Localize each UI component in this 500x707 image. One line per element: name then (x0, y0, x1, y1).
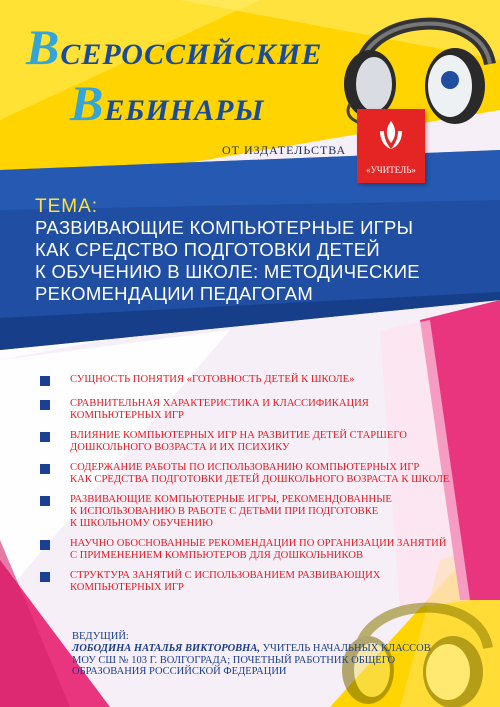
list-item (40, 430, 480, 454)
list-item (40, 398, 480, 422)
list-item-line: С ПРИМЕНЕНИЕМ КОМПЬЮТЕРОВ ДЛЯ ДОШКОЛЬНИКОВ (70, 550, 364, 561)
bullet-square-icon (40, 464, 50, 474)
list-item (40, 538, 480, 562)
brand-title-line1 (26, 18, 322, 76)
list-item-line: СТРУКТУРА ЗАНЯТИЙ С ИСПОЛЬЗОВАНИЕМ РАЗВИВАЮЩИХ (70, 570, 381, 581)
bullet-square-icon (40, 572, 50, 582)
host-label: ВЕДУЩИЙ: (72, 631, 129, 642)
brand-initial-1: В (26, 19, 61, 75)
topic-line: К ОБУЧЕНИЮ В ШКОЛЕ: МЕТОДИЧЕСКИЕ (35, 261, 420, 282)
brand-title-line2 (70, 74, 265, 132)
list-item-line: К ШКОЛЬНОМУ ОБУЧЕНИЮ (70, 518, 213, 529)
agenda-list (40, 374, 480, 594)
host-line: МОУ СШ № 103 Г. ВОЛГОГРАДА; ПОЧЕТНЫЙ РАБОТНИК ОБЩЕГО (72, 654, 396, 666)
topic-line: КАК СРЕДСТВО ПОДГОТОВКИ ДЕТЕЙ (35, 239, 380, 260)
topic-label: ТЕМА: (35, 196, 99, 217)
list-item-line: РАЗВИВАЮЩИЕ КОМПЬЮТЕРНЫЕ ИГРЫ, РЕКОМЕНДОВАННЫЕ (70, 494, 392, 505)
list-item-line: КОМПЬЮТЕРНЫХ ИГР (70, 410, 184, 421)
topic-line: РАЗВИВАЮЩИЕ КОМПЬЮТЕРНЫЕ ИГРЫ (35, 217, 414, 238)
list-item-line: НАУЧНО ОБОСНОВАННЫЕ РЕКОМЕНДАЦИИ ПО ОРГАНИЗАЦИИ ЗАНЯТИЙ (70, 538, 447, 549)
host-line (72, 643, 472, 655)
list-item (40, 374, 480, 386)
list-item-line: СРАВНИТЕЛЬНАЯ ХАРАКТЕРИСТИКА И КЛАССИФИКАЦИЯ (70, 398, 369, 409)
list-item-line: ВЛИЯНИЕ КОМПЬЮТЕРНЫХ ИГР НА РАЗВИТИЕ ДЕТЕЙ СТАРШЕГО (70, 430, 407, 441)
book-flame-icon (376, 119, 406, 151)
topic-title (35, 217, 475, 305)
bullet-square-icon (40, 400, 50, 410)
bullet-square-icon (40, 432, 50, 442)
bullet-square-icon (40, 376, 50, 386)
list-item-line: КАК СРЕДСТВА ПОДГОТОВКИ ДЕТЕЙ ДОШКОЛЬНОГО ВОЗРАСТА К ШКОЛЕ (70, 474, 450, 485)
publisher-logo (357, 109, 425, 183)
host-line: ОБРАЗОВАНИЯ РОССИЙСКОЙ ФЕДЕРАЦИИ (72, 666, 287, 677)
host-name: ЛОБОДИНА НАТАЛЬЯ ВИКТОРОВНА, (72, 643, 260, 654)
list-item (40, 494, 480, 530)
list-item (40, 570, 480, 594)
list-item-line: СОДЕРЖАНИЕ РАБОТЫ ПО ИСПОЛЬЗОВАНИЮ КОМПЬЮТЕРНЫХ ИГР (70, 462, 420, 473)
list-item-line: КОМПЬЮТЕРНЫХ ИГР (70, 582, 184, 593)
list-item-line: ДОШКОЛЬНОГО ВОЗРАСТА И ИХ ПСИХИКУ (70, 442, 290, 453)
topic-line: РЕКОМЕНДАЦИИ ПЕДАГОГАМ (35, 283, 314, 304)
host-position: УЧИТЕЛЬ НАЧАЛЬНЫХ КЛАССОВ (259, 643, 431, 654)
bullet-square-icon (40, 496, 50, 506)
brand-initial-2: В (70, 75, 105, 131)
bullet-square-icon (40, 540, 50, 550)
list-item (40, 462, 480, 486)
publisher-prefix: ОТ ИЗДАТЕЛЬСТВА (222, 143, 347, 157)
list-item-line: СУЩНОСТЬ ПОНЯТИЯ «ГОТОВНОСТЬ ДЕТЕЙ К ШКОЛЕ» (70, 374, 355, 385)
brand-rest-2: ЕБИНАРЫ (104, 94, 265, 127)
publisher-logo-text: «УЧИТЕЛЬ» (366, 165, 416, 175)
list-item-line: К ИСПОЛЬЗОВАНИЮ В РАБОТЕ С ДЕТЬМИ ПРИ ПОДГОТОВКЕ (70, 506, 379, 517)
brand-rest-1: СЕРОССИЙСКИЕ (60, 38, 323, 71)
host-info (72, 643, 472, 678)
